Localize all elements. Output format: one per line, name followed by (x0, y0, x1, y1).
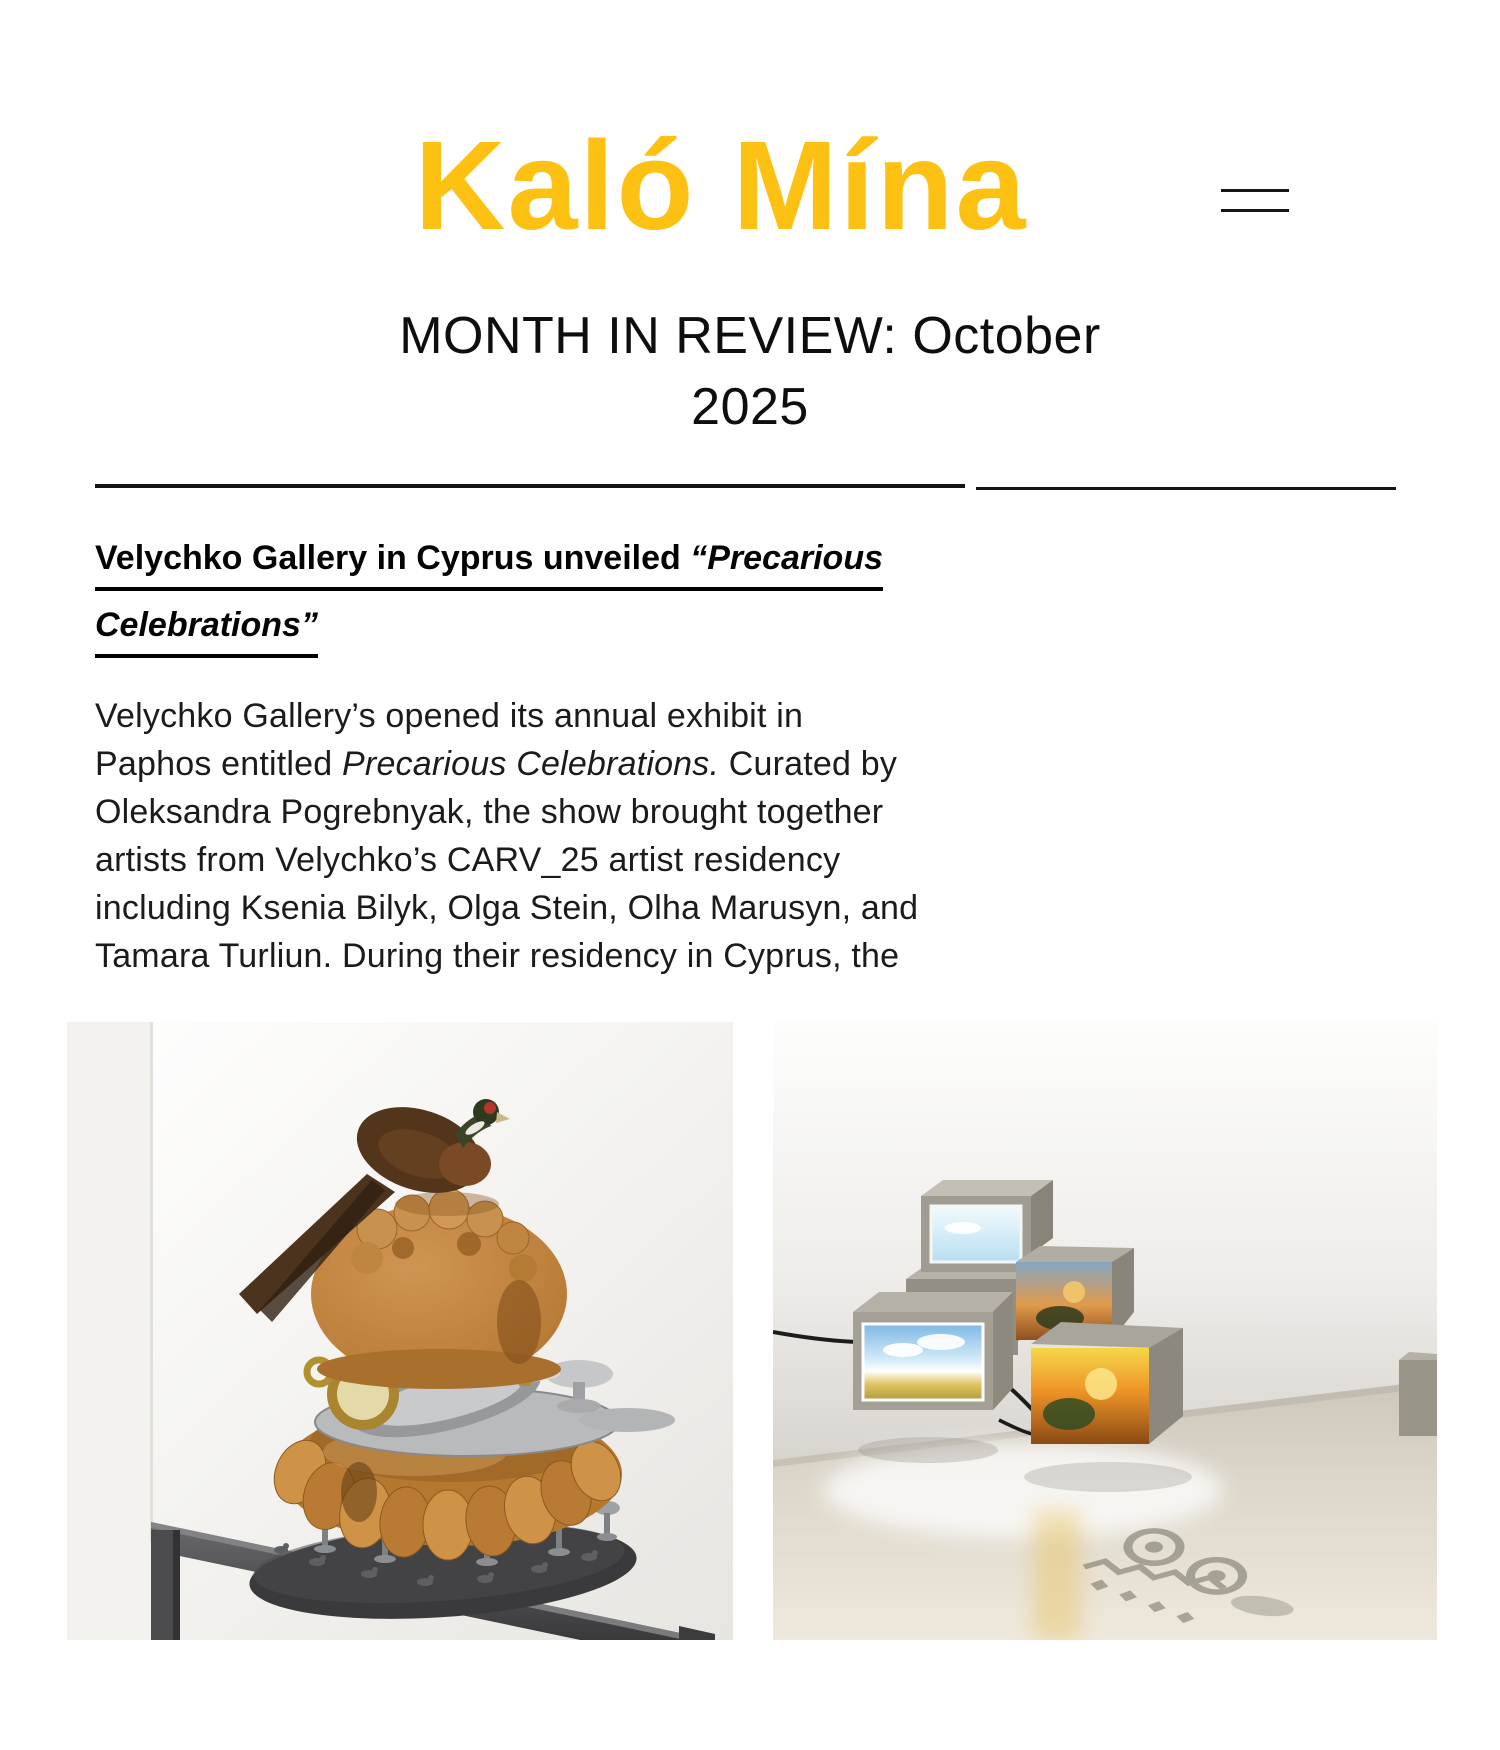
wall-corner-line (150, 1022, 153, 1542)
paragraph-line: Velychko Gallery’s opened its annual exhibit in (95, 697, 804, 735)
paragraph-line: including Ksenia Bilyk, Olga Stein, Olha Marusyn, and (95, 889, 919, 927)
heading-line-2: Celebrations” (95, 604, 883, 658)
page-title: MONTH IN REVIEW: October 2025 (399, 306, 1101, 436)
wall-corner-panel (67, 1022, 151, 1640)
block-shadow (1024, 1462, 1192, 1492)
article-paragraph (95, 692, 918, 980)
floor-yellow-reflection (1033, 1510, 1081, 1640)
bread-sculpture-illustration (67, 1022, 733, 1640)
concrete-block-partial (1399, 1352, 1437, 1436)
hamburger-menu-icon (1221, 189, 1289, 192)
site-logo[interactable]: Kaló Mína (414, 115, 1028, 256)
article-image-bread-sculpture (67, 1022, 733, 1640)
paragraph-line: Oleksandra Pogrebnyak, the show brought together (95, 793, 884, 831)
concrete-block-landscape (853, 1292, 1013, 1410)
article-image-concrete-screens (773, 1022, 1437, 1640)
heading-line-1: Velychko Gallery in Cyprus unveiled “Precarious (95, 537, 883, 591)
hamburger-menu-button[interactable] (1221, 187, 1289, 213)
concrete-screens-illustration (773, 1022, 1437, 1640)
screen-blue-sky (931, 1206, 1021, 1262)
block-shadow (858, 1437, 998, 1463)
red-eye-patch (484, 1102, 496, 1114)
section-heading-link[interactable] (95, 537, 883, 671)
concrete-block-fire (1031, 1322, 1183, 1444)
screen-clouds-field (863, 1324, 983, 1400)
screen-fire (1031, 1348, 1149, 1444)
divider-line-left (95, 484, 965, 488)
hamburger-menu-icon (1221, 209, 1289, 212)
paragraph-line: artists from Velychko’s CARV_25 artist residency (95, 841, 841, 879)
divider-line-right (976, 487, 1396, 490)
paragraph-line: Paphos entitled Precarious Celebrations. Curated by (95, 745, 898, 783)
paragraph-line: Tamara Turliun. During their residency in Cyprus, the (95, 937, 900, 975)
